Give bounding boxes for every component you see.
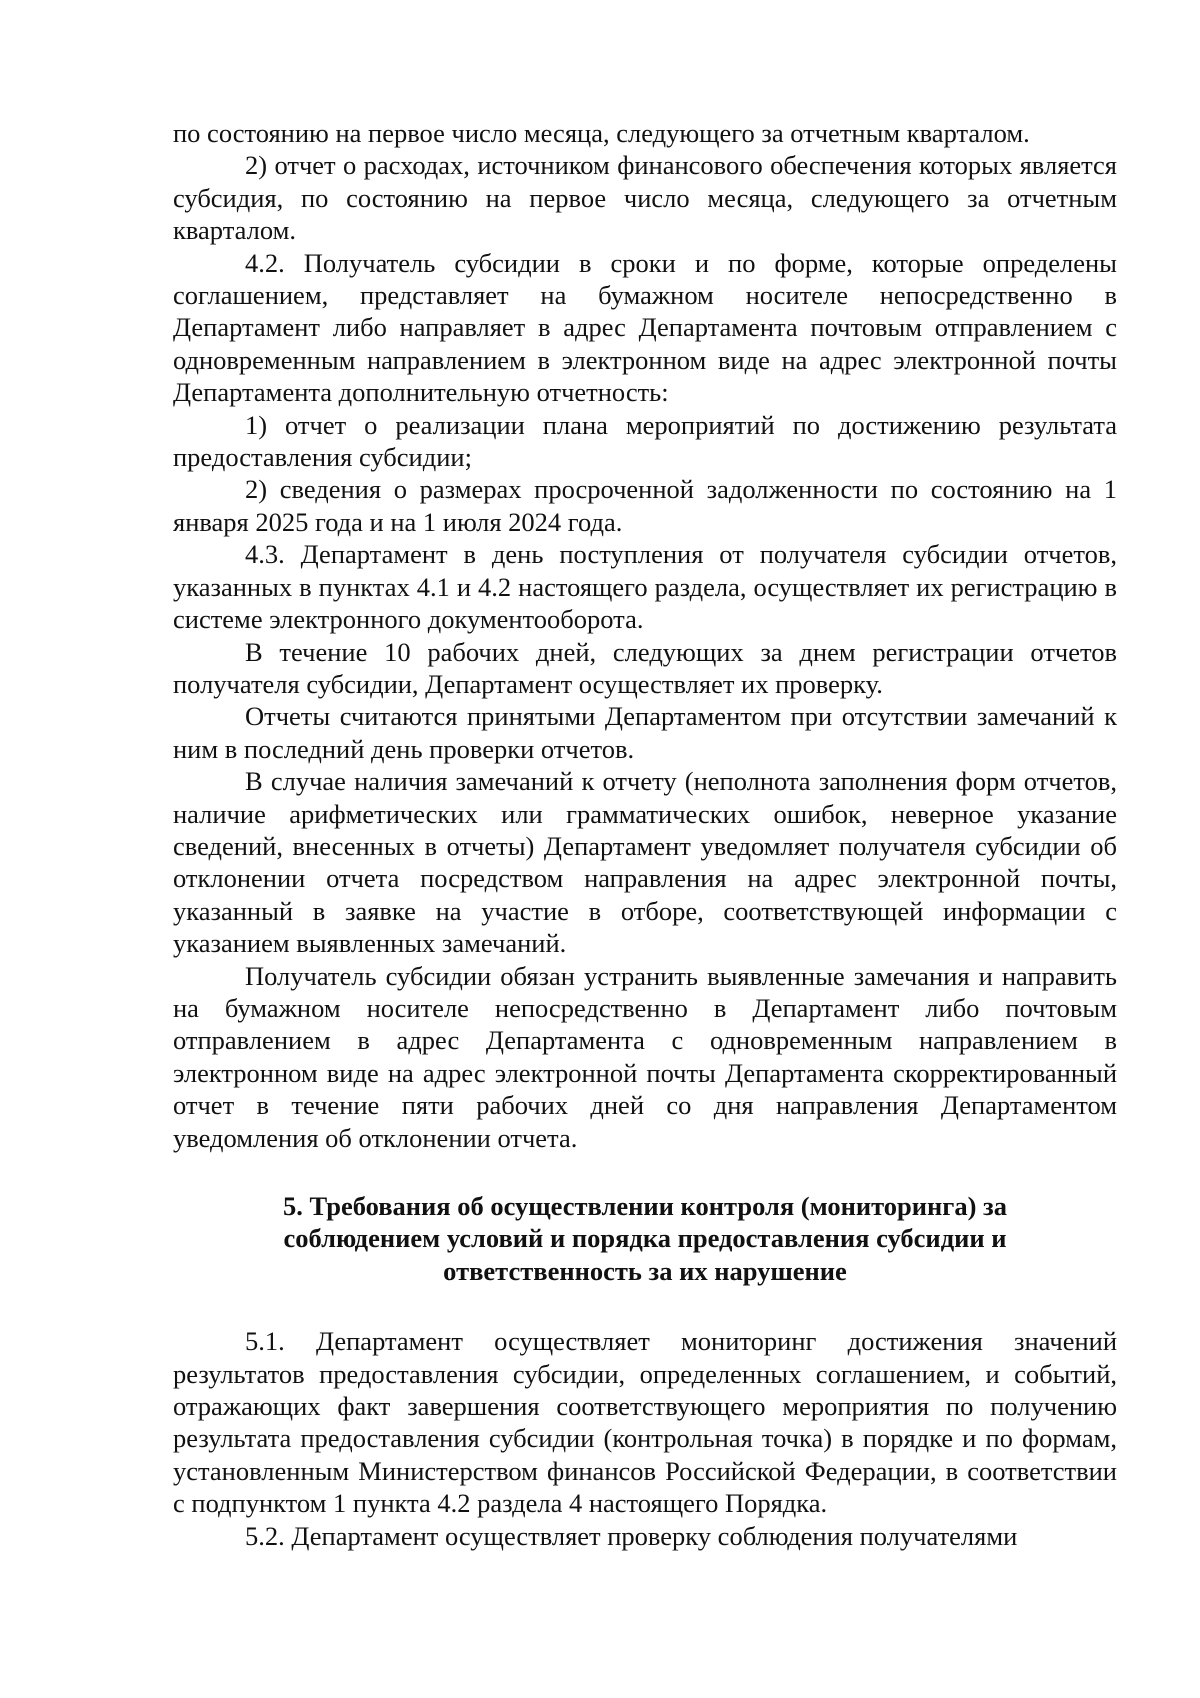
paragraph: 4.2. Получатель субсидии в сроки и по форме, которые определены соглашением, представляет на бумажном носителе непосредственно в Департамент либо направляет в адрес Департамента почтовым отправлением с одновременным направлением в электронном виде на адрес электронной почты Департамента дополнительную отчетность: xyxy=(173,247,1117,408)
paragraph: по состоянию на первое число месяца, следующего за отчетным кварталом. xyxy=(173,118,1030,148)
section-heading xyxy=(173,1190,1117,1287)
section-heading-line: соблюдением условий и порядка предоставления субсидии и xyxy=(283,1223,1007,1254)
section-heading-line: 5. Требования об осуществлении контроля (мониторинга) за xyxy=(283,1191,1007,1221)
document-page xyxy=(173,117,1117,1552)
paragraph: Отчеты считаются принятыми Департаментом при отсутствии замечаний к ним в последний день проверки отчетов. xyxy=(173,701,1117,764)
paragraph: 5.2. Департамент осуществляет проверку соблюдения получателями xyxy=(245,1520,1018,1551)
paragraph: Получатель субсидии обязан устранить выявленные замечания и направить на бумажном носителе непосредственно в Департамент либо почтовым отправлением в адрес Департамента с одновременным направлением в электронном виде на адрес электронной почты Департамента скорректированный отчет в течение пяти рабочих дней со дня направления Департаментом уведомления об отклонении отчета. xyxy=(173,960,1117,1153)
paragraph: В течение 10 рабочих дней, следующих за днем регистрации отчетов получателя субсидии, Департамент осуществляет их проверку. xyxy=(173,636,1117,699)
paragraph: 4.3. Департамент в день поступления от получателя субсидии отчетов, указанных в пунктах 4.1 и 4.2 настоящего раздела, осуществляет их регистрацию в системе электронного документооборота. xyxy=(173,539,1117,635)
section-heading-line: ответственность за их нарушение xyxy=(443,1255,847,1286)
paragraph: 5.1. Департамент осуществляет мониторинг достижения значений результатов предоставления субсидии, определенных соглашением, и событий, отражающих факт завершения соответствующего мероприятия по получению результата предоставления субсидии (контрольная точка) в порядке и по формам, установленным Министерством финансов Российской Федерации, в соответствии с подпунктом 1 пункта 4.2 раздела 4 настоящего Порядка. xyxy=(173,1326,1117,1519)
paragraph: 1) отчет о реализации плана мероприятий по достижению результата предоставления субсидии; xyxy=(173,409,1117,473)
paragraph: В случае наличия замечаний к отчету (неполнота заполнения форм отчетов, наличие арифметических или грамматических ошибок, неверное указание сведений, внесенных в отчеты) Департамент уведомляет получателя субсидии об отклонении отчета посредством направления на адрес электронной почты, указанный в заявке на участие в отборе, соответствующей информации с указанием выявленных замечаний. xyxy=(173,766,1117,959)
paragraph: 2) сведения о размерах просроченной задолженности по состоянию на 1 января 2025 года и на 1 июля 2024 года. xyxy=(173,474,1117,537)
paragraph: 2) отчет о расходах, источником финансового обеспечения которых является субсидия, по состоянию на первое число месяца, следующего за отчетным кварталом. xyxy=(173,150,1117,246)
